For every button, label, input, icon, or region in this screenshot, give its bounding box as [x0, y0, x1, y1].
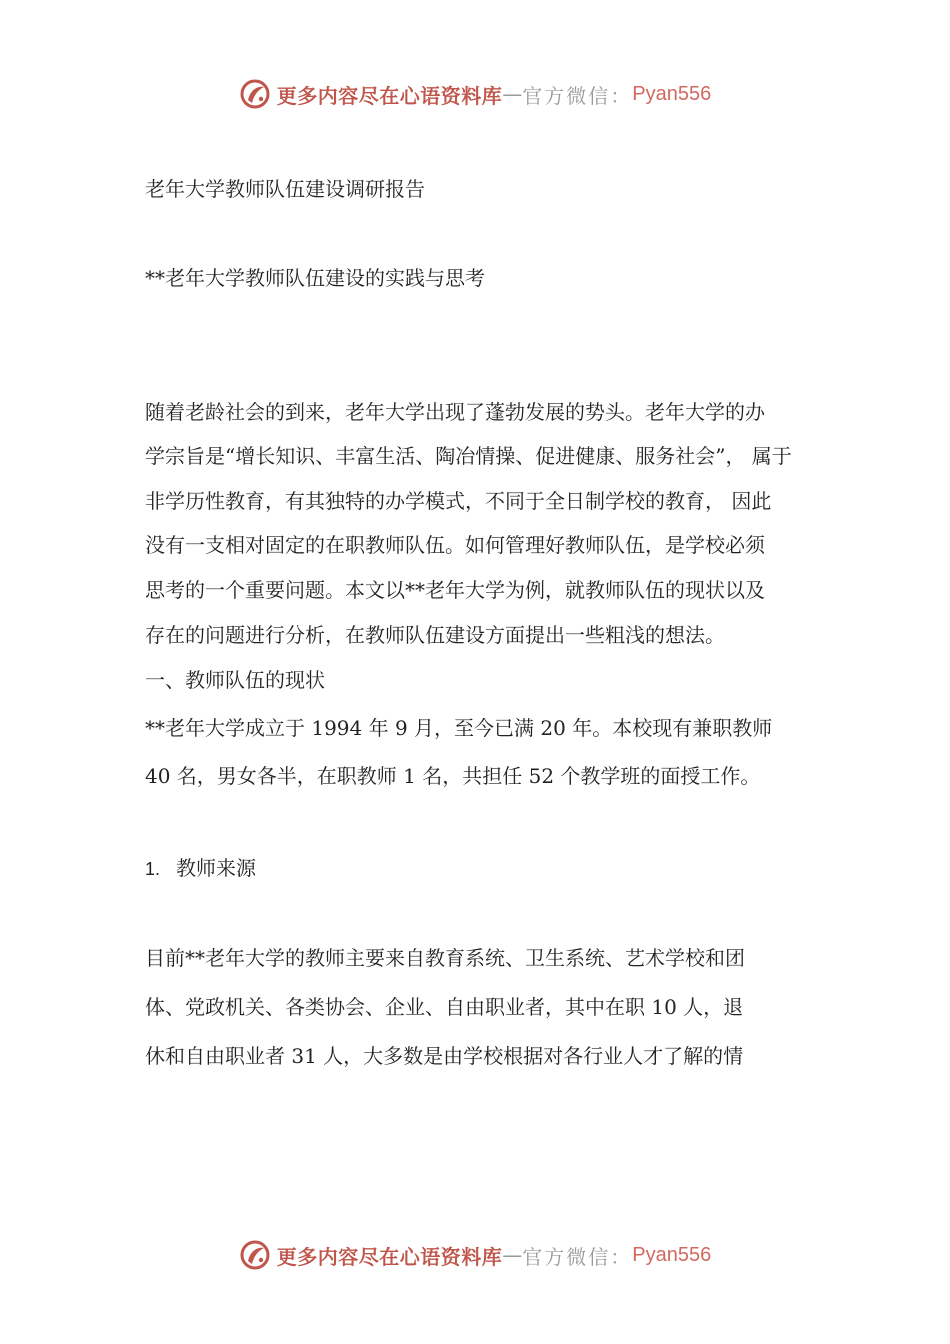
intro-line-3: 非学历性教育，有其独特的办学模式，不同于全日制学校的教育， 因此 [145, 489, 772, 513]
banner-separator: — [502, 82, 523, 106]
subsection1-number: 1. [145, 859, 161, 879]
section1-heading: 一、教师队伍的现状 [145, 668, 325, 692]
subsection1-line-2: 体、党政机关、各类协会、企业、自由职业者，其中在职 10 人，退 [145, 995, 744, 1019]
banner-wechat-id: Pyan556 [632, 1243, 712, 1266]
banner-separator: — [502, 1243, 523, 1267]
intro-line-1: 随着老龄社会的到来，老年大学出现了蓬勃发展的势头。老年大学的办 [145, 400, 765, 424]
brand-logo-icon [239, 1239, 271, 1271]
footer-watermark-banner [0, 1235, 950, 1275]
intro-line-5: 思考的一个重要问题。本文以**老年大学为例，就教师队伍的现状以及 [145, 578, 765, 602]
banner-wechat-label: 官方微信： [522, 1244, 633, 1269]
banner-text: 更多内容尽在心语资料库 [276, 83, 503, 108]
brand-logo-icon [239, 78, 271, 110]
intro-line-2: 学宗旨是“增长知识、丰富生活、陶冶情操、促进健康、服务社会”， 属于 [145, 444, 792, 468]
subsection1-line-1: 目前**老年大学的教师主要来自教育系统、卫生系统、艺术学校和团 [145, 946, 745, 970]
document-title: 老年大学教师队伍建设调研报告 [145, 177, 425, 201]
section1-line-1: **老年大学成立于 1994 年 9 月，至今已满 20 年。本校现有兼职教师 [145, 716, 773, 740]
subsection1-label: 教师来源 [176, 856, 257, 880]
banner-wechat-id: Pyan556 [632, 82, 712, 105]
intro-line-4: 没有一支相对固定的在职教师队伍。如何管理好教师队伍，是学校必须 [145, 533, 765, 557]
banner-wechat-label: 官方微信： [522, 83, 633, 108]
subsection1-heading [145, 854, 825, 883]
header-watermark-banner [0, 74, 950, 114]
banner-text: 更多内容尽在心语资料库 [276, 1244, 503, 1269]
subsection1-line-3: 休和自由职业者 31 人，大多数是由学校根据对各行业人才了解的情 [145, 1044, 744, 1068]
intro-line-6: 存在的问题进行分析，在教师队伍建设方面提出一些粗浅的想法。 [145, 623, 725, 647]
section1-line-2: 40 名，男女各半，在职教师 1 名，共担任 52 个教学班的面授工作。 [145, 764, 761, 788]
document-subtitle: **老年大学教师队伍建设的实践与思考 [145, 266, 485, 290]
